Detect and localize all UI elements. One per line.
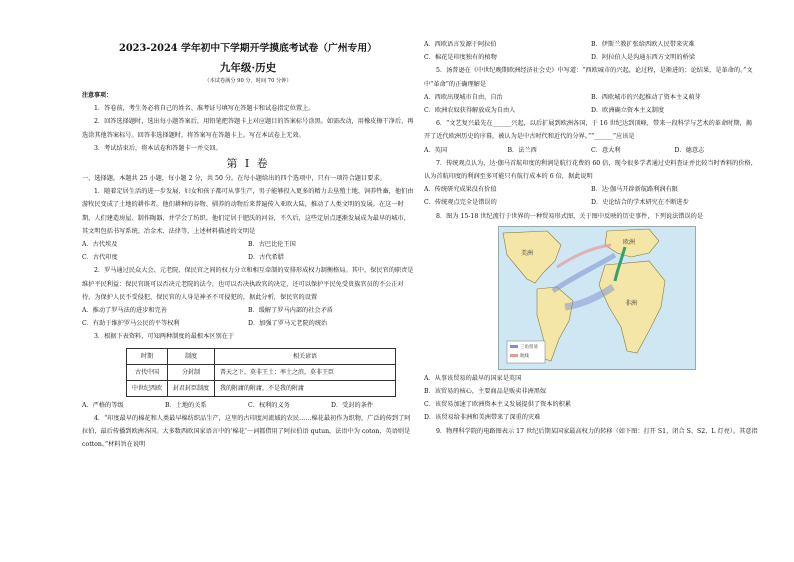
right-column [424, 38, 758, 438]
option[interactable]: A．推动了罗马法的进步和完善 [82, 307, 167, 315]
option[interactable]: A．西欧出现城市自由、自治 [424, 93, 503, 101]
option[interactable]: B．古巴比伦王国 [248, 241, 296, 249]
table-header: 制度 [168, 348, 215, 364]
map-graphic [499, 227, 695, 369]
table-row [127, 364, 396, 380]
option[interactable]: D．该贸易给非洲和美洲带来了深重的灾难 [424, 414, 541, 422]
question-7-options [424, 183, 758, 196]
map-label-europe: 欧洲 [623, 238, 636, 246]
notice-item: 1．答卷前，考生务必将自己的姓名、准考证号填写在答题卡和试卷指定位置上。 [94, 105, 315, 113]
question-4-options [424, 51, 758, 64]
question-7-options [424, 196, 758, 209]
option[interactable]: B．缓解了罗马内部的社会矛盾 [248, 307, 333, 315]
option[interactable]: B．土地的关系 [165, 401, 207, 409]
legend-swatch [510, 345, 518, 348]
map-label-africa: 非洲 [625, 299, 638, 307]
option[interactable]: B．西欧城市的兴起推动了资本主义萌芽 [591, 93, 701, 101]
exam-meta: （本试卷满分 90 分，时间 70 分钟） [204, 78, 292, 84]
option[interactable]: D．史论结合的学术研究在不断进步 [591, 199, 689, 207]
option[interactable]: A．严格的等级 [82, 401, 124, 409]
option[interactable]: C．有助于维护罗马公民的平等权利 [82, 320, 180, 328]
question-8-stem: 8．图为 15-18 世纪流行于世界的一种贸易形式图，关于图中反映的历史事件，下列说法错误的是 [436, 212, 704, 220]
table-cell: 普天之下，莫非王土；率土之滨，莫非王臣 [215, 364, 396, 380]
exam-title: 2023-2024 学年初中下学期开学摸底考试卷（广州专用） [119, 43, 377, 54]
option[interactable]: B．该贸易的核心，主要商品是贩卖非洲黑奴 [424, 388, 547, 396]
table-cell: 封君封臣制度 [168, 380, 215, 396]
question-4-options [424, 38, 758, 51]
question-5-options [424, 91, 758, 104]
legend-swatch [510, 354, 518, 357]
legend-label: 三角贸易 [520, 344, 538, 350]
option[interactable]: C．意大利 [591, 146, 621, 154]
question-4-stem: 4．“印度最早的棉花和人类最早棉纺织品生产，这里的古印度河流域的农民……棉花最初作为织物，广泛的传到了阿拉伯，最后传播到欧洲各国。大多数西欧国家语言中的‘棉花’一词都借用了阿拉伯语 qutun，法语中为 coton，英语则是 cotton。”材料旨在说明 [82, 414, 411, 449]
option[interactable]: C．该贸易加速了欧洲资本主义发展提供了资本的积累 [424, 401, 572, 409]
option[interactable]: D．加强了罗马元老院的统治 [248, 320, 328, 328]
question-3-options [82, 399, 414, 412]
table-cell: 中世纪西欧 [127, 380, 168, 396]
question-5-stem: 5．汤普逊在《中世纪晚期欧洲经济社会史》中写道：“西欧城市的兴起，论过程，是渐进的；论结果，是革命的。”文中“革命”的正确理解是 [424, 67, 753, 88]
question-3-stem: 3．根据下表资料，可知两种制度的最根本区别在于 [94, 333, 235, 341]
question-9-stem: 9．物理科学院的电路图表示 17 世纪后期某国家最高权力的转移（如下图：打开 S1，闭合 S、S2，L 灯亮）。其意指 [436, 427, 758, 435]
question-1-options [82, 238, 414, 251]
map-label-america: 美洲 [521, 249, 534, 257]
question-6-stem: 6．“文艺复兴最先在______兴起，以后扩展到欧洲各国，于 16 世纪达到顶峰，带来一段科学与艺术的革命时期，揭开了近代欧洲历史的序幕，被认为是中古时代和近代的分界。”“______”应该是 [424, 120, 752, 141]
table-row [127, 380, 396, 396]
table-cell: 我的附庸的附庸，不是我的附庸 [215, 380, 396, 396]
section-title: 第 I 卷 [226, 157, 270, 171]
question-2-stem: 2．罗马通过民众大会、元老院、保民官之间的权力分立和相互牵制的安排形成权力制衡格局。其中，保民官的职责是维护平民利益：保民官既可以否决元老院的法令，也可以否决执政官的决定，还可以保护平民免受贵族官员的不公正对待，为保护人民不受侵犯，保民官的人身是神圣不可侵犯的，据此分析，保民官的设置 [82, 267, 414, 301]
table-cell: 古代中国 [127, 364, 168, 380]
notice-item: 2．回答选择题时，选出每小题答案后，用铅笔把答题卡上对应题目的答案标号涂黑。如需改动，用橡皮擦干净后，再选涂其他答案标号。回答非选择题时，将答案写在答题卡上。写在本试卷上无效。 [82, 118, 414, 139]
question-5-options [424, 104, 758, 117]
question-7-stem: 7．传统观点认为，达·伽马首航印度的利润是航行花费的 60 倍，现今很多学者通过史料查证并比较当时香料的价格，认为首航印度的利润至多可能只有航行成本的 6 倍，据此说明 [424, 159, 757, 181]
option[interactable]: B．法兰西 [507, 146, 537, 154]
option[interactable]: D．受封的条件 [331, 401, 374, 409]
exam-subject: 九年级·历史 [219, 62, 277, 74]
question-3-table [126, 348, 396, 397]
option[interactable]: A．传统研究成果没有价值 [424, 186, 497, 194]
question-1-options [82, 251, 414, 264]
option[interactable]: C．欧洲农奴获得解放成为自由人 [424, 107, 516, 115]
triangle-trade-map [498, 226, 696, 370]
option[interactable]: C．棉花是印度独有的植物 [424, 54, 497, 62]
option[interactable]: C．权利的义务 [248, 401, 290, 409]
table-header: 相关谚语 [215, 348, 396, 364]
question-2-options [82, 317, 414, 330]
legend-label: 航线 [520, 353, 529, 359]
option[interactable]: B．伊斯兰教扩张给西欧人民带来灾难 [591, 41, 695, 48]
option[interactable]: C．传统观点完全是错误的 [424, 199, 497, 207]
option[interactable]: A．英国 [424, 146, 448, 154]
option[interactable]: D．欧洲确立资本主义制度 [591, 107, 665, 115]
left-column [82, 38, 414, 451]
option[interactable]: B．达·伽马开辟新航路利润有限 [591, 186, 678, 194]
option[interactable]: A．西欧语言发源于阿拉伯 [424, 41, 497, 48]
section-intro: 一、选择题。本题共 25 小题，每小题 2 分，共 50 分。在每小题给出的四个选项中，只有一项符合题目要求。 [82, 175, 386, 183]
question-1-stem: 1．随着定居生活的进一步发展，妇女和孩子都可从事生产，男子能够投入更多的精力去垦殖土地、饲养牲畜，他们由游牧民变成了土地的耕作者。他们耕种的谷物、驯养的动物后来普遍传入亚欧大陆，推动了人类文明的发展。在这一时期，人们建造房屋、制作陶器，并学会了纺织。他们定居于肥沃的河谷，不久后，这些定居点逐渐发展成为最早的城市，其文明包括书写系统、冶金术、法律等，上述材料描述的文明是 [82, 188, 414, 235]
table-header: 时期 [127, 348, 168, 364]
table-cell: 分封制 [168, 364, 215, 380]
option[interactable]: C．古代印度 [82, 254, 118, 262]
option[interactable]: D．古代希腊 [248, 254, 284, 262]
option[interactable]: D．德意志 [674, 146, 705, 154]
question-2-options [82, 304, 414, 317]
notice-heading: 注意事项： [82, 92, 113, 99]
table-header-row [127, 348, 396, 364]
option[interactable]: D．阿拉伯人是沟通东西方文明的桥梁 [591, 54, 695, 62]
question-6-options [424, 144, 758, 157]
option[interactable]: A．从事该贸易的最早的国家是英国 [424, 374, 522, 382]
option[interactable]: A．古代埃及 [82, 241, 118, 249]
notice-item: 3．考试结束后，将本试卷和答题卡一并交回。 [94, 144, 222, 152]
